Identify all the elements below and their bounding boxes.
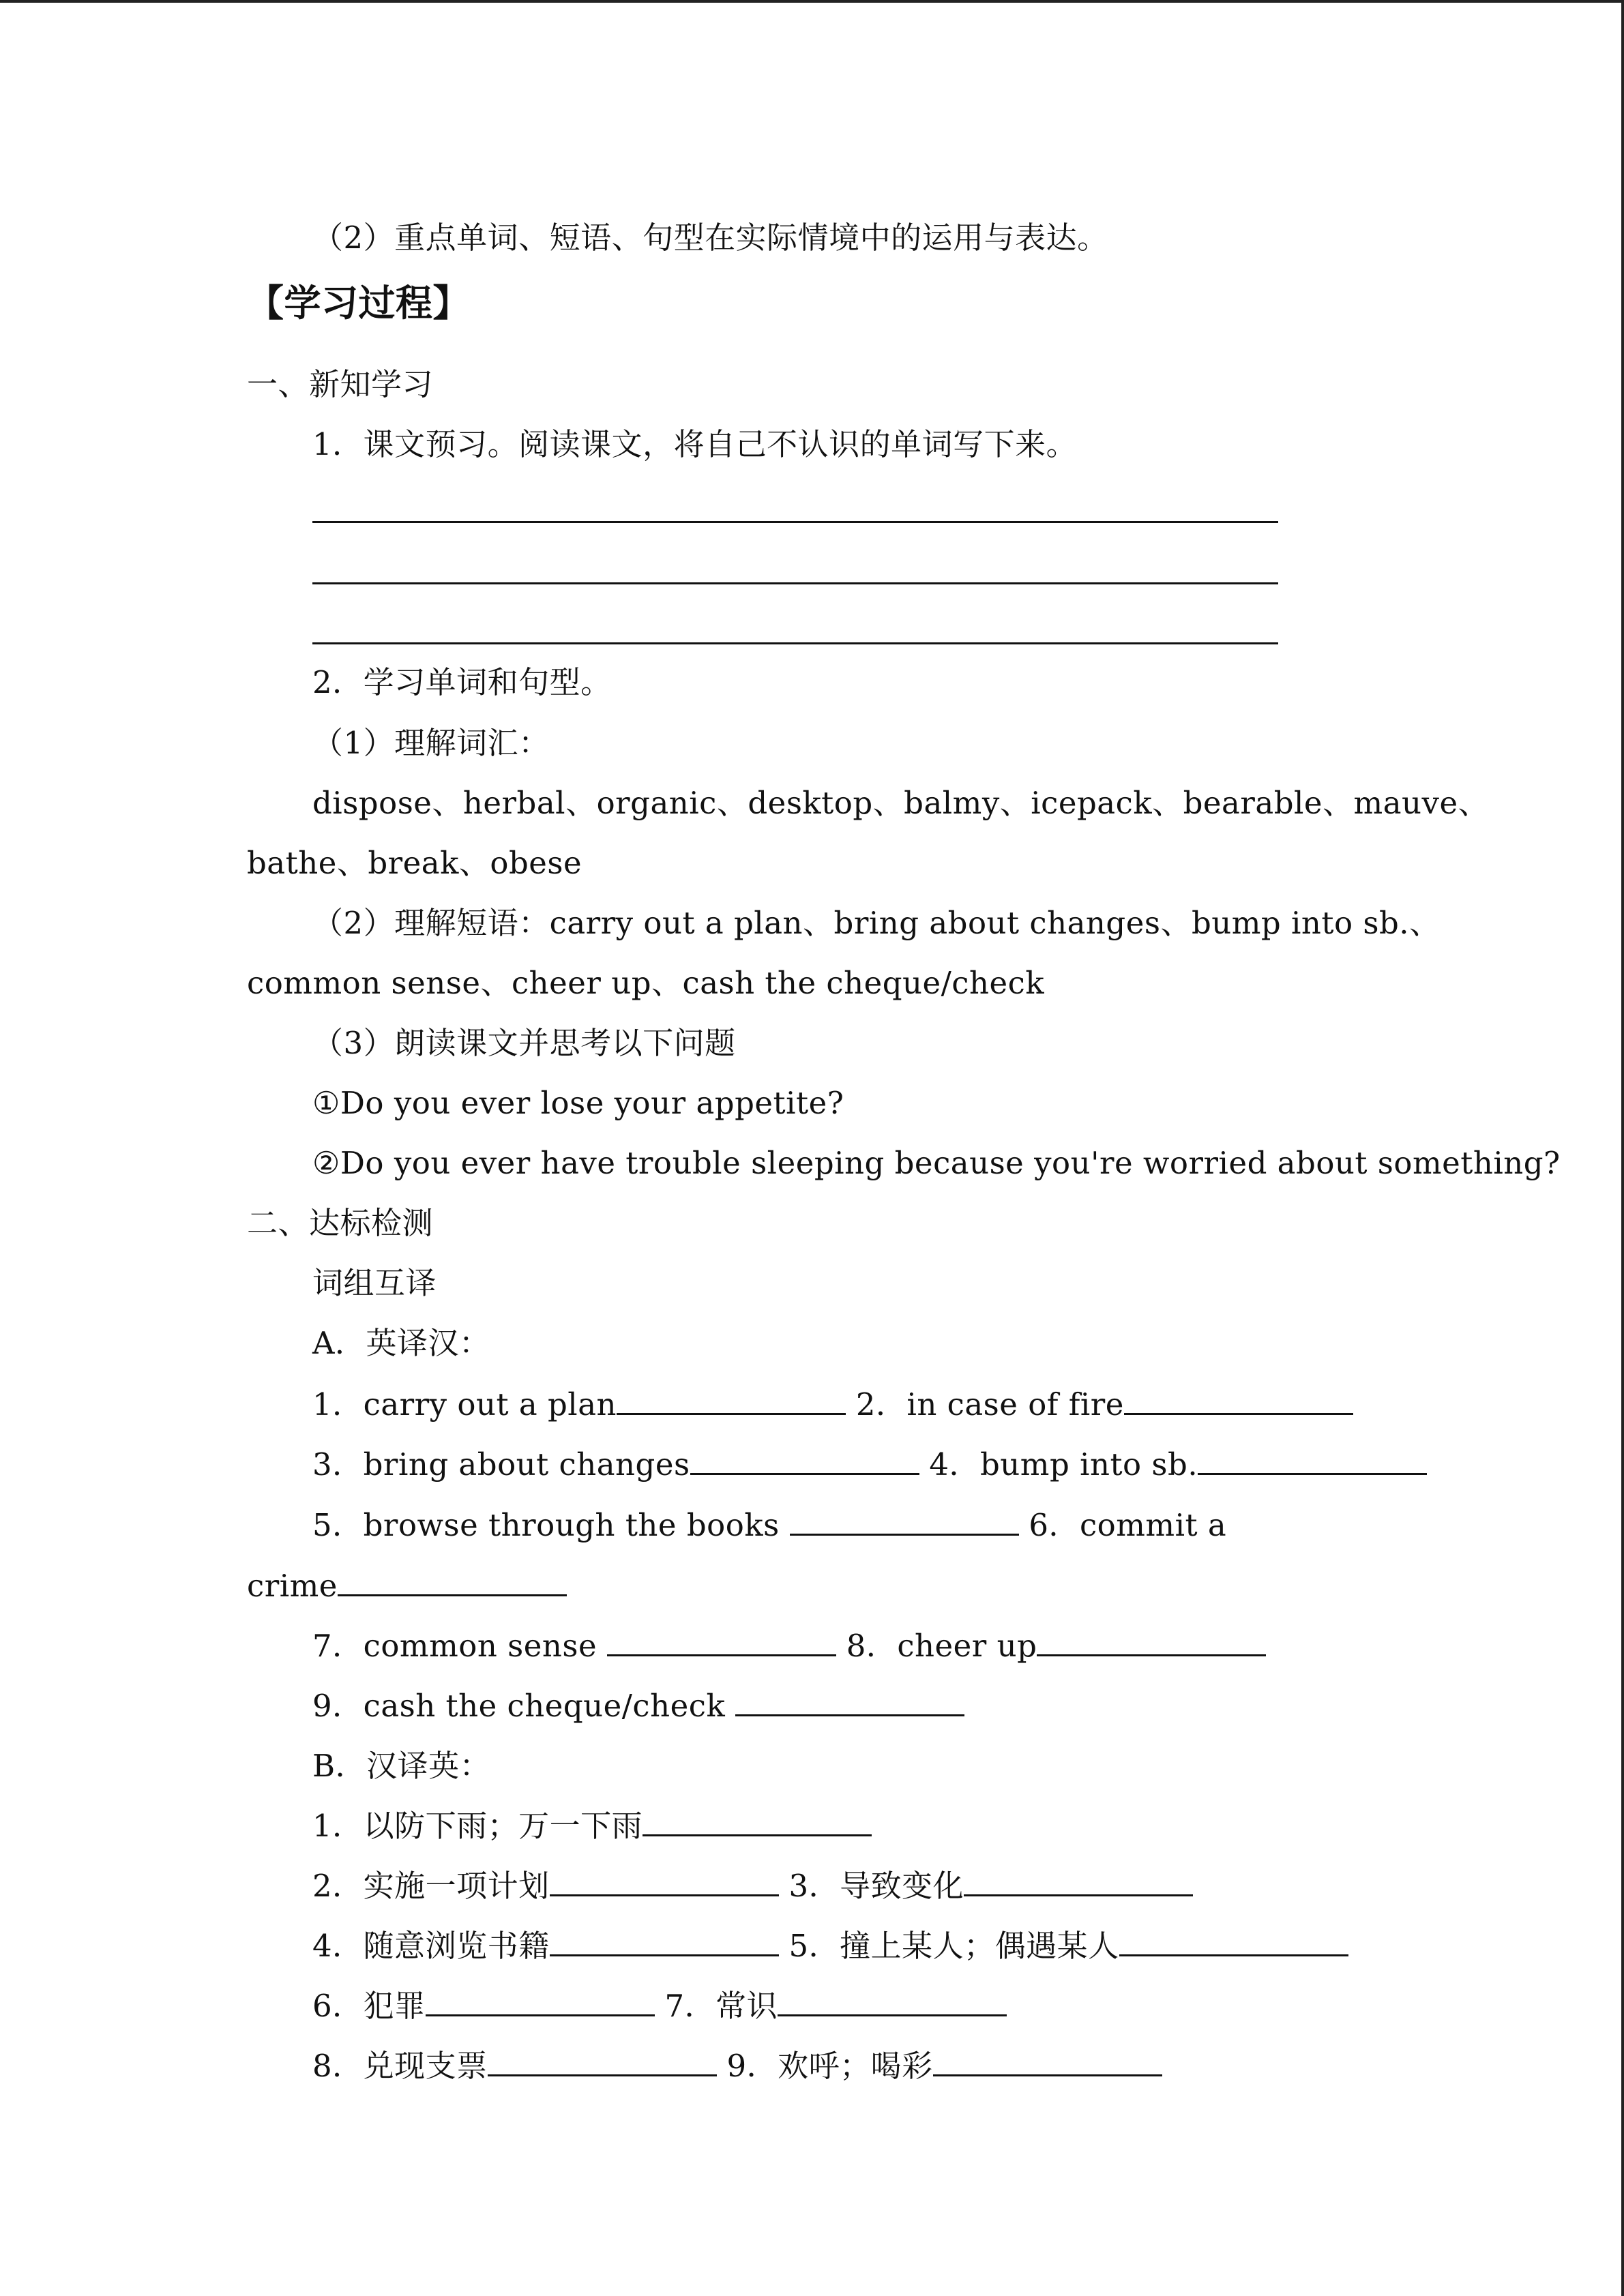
answer-blank[interactable]	[550, 1926, 779, 1956]
section-a-row-4	[312, 1626, 1266, 1667]
section-a-q8: 8．cheer up	[846, 1628, 1037, 1664]
answer-blank[interactable]	[488, 2046, 717, 2076]
section-b-q8: 8．兑现支票	[312, 2048, 488, 2084]
answer-blank[interactable]	[735, 1686, 964, 1716]
section-a-q7: 7．common sense	[312, 1628, 607, 1664]
section-b-q7: 7．常识	[664, 1988, 778, 2024]
answer-blank[interactable]	[1198, 1444, 1427, 1475]
section-a-q2: 2．in case of fire	[855, 1386, 1124, 1422]
section-b-q2: 2．实施一项计划	[312, 1868, 550, 1904]
section-a-row-2	[312, 1444, 1427, 1485]
section-b-q6: 6．犯罪	[312, 1988, 426, 2024]
answer-blank[interactable]	[964, 1866, 1193, 1896]
section-a-label: A．英译汉：	[312, 1325, 490, 1361]
answer-line-2[interactable]	[312, 582, 1278, 584]
objective-item-2: （2）重点单词、短语、句型在实际情境中的运用与表达。	[312, 220, 1108, 256]
section-a-row-1	[312, 1384, 1353, 1425]
section-heading-learning-process: 【学习过程】	[247, 281, 470, 325]
section-b-row-1	[312, 1806, 872, 1847]
section-a-row-5	[312, 1686, 964, 1727]
phrase-list-line2: common sense、cheer up、cash the cheque/check	[247, 965, 1045, 1001]
question-2: ②Do you ever have trouble sleeping because you're worried about something?	[312, 1145, 1561, 1181]
answer-blank[interactable]	[550, 1866, 779, 1896]
section-b-q1: 1．以防下雨；万一下雨	[312, 1808, 643, 1844]
answer-blank[interactable]	[1124, 1384, 1353, 1415]
section-a-q6-cont: crime	[247, 1568, 338, 1604]
section-b-label: B．汉译英：	[312, 1748, 491, 1784]
phrase-list-line1: （2）理解短语：carry out a plan、bring about changes、bump into sb.、	[312, 905, 1441, 941]
section-a-q5: 5．browse through the books	[312, 1507, 790, 1543]
section-b-row-2	[312, 1866, 1193, 1907]
step1-instruction: 1．课文预习。阅读课文，将自己不认识的单词写下来。	[312, 426, 1078, 462]
section-b-q3: 3．导致变化	[788, 1868, 964, 1904]
section-b-q5: 5．撞上某人；偶遇某人	[788, 1928, 1119, 1964]
reading-task-label: （3）朗读课文并思考以下问题	[312, 1025, 736, 1061]
answer-blank[interactable]	[690, 1444, 919, 1475]
answer-line-3[interactable]	[312, 642, 1278, 644]
section-a-q3: 3．bring about changes	[312, 1446, 690, 1482]
section-a-q4: 4．bump into sb.	[929, 1446, 1198, 1482]
section-b-q9: 9．欢呼；喝彩	[726, 2048, 933, 2084]
part2-title: 二、达标检测	[247, 1205, 434, 1241]
section-b-q4: 4．随意浏览书籍	[312, 1928, 550, 1964]
answer-blank[interactable]	[426, 1986, 655, 2016]
section-a-q6: 6．commit a	[1029, 1507, 1227, 1543]
section-a-q1: 1．carry out a plan	[312, 1386, 617, 1422]
answer-blank[interactable]	[933, 2046, 1162, 2076]
vocabulary-list-line1: dispose、herbal、organic、desktop、balmy、icepack、bearable、mauve、	[312, 785, 1490, 821]
section-b-row-4	[312, 1986, 1007, 2027]
answer-blank[interactable]	[617, 1384, 846, 1415]
answer-blank[interactable]	[778, 1986, 1007, 2016]
answer-blank[interactable]	[338, 1566, 567, 1596]
section-a-row-3-cont	[247, 1566, 567, 1607]
section-a-q9: 9．cash the cheque/check	[312, 1688, 736, 1724]
section-b-row-5	[312, 2046, 1162, 2087]
part2-subtitle: 词组互译	[312, 1265, 437, 1301]
answer-blank[interactable]	[643, 1806, 872, 1836]
answer-blank[interactable]	[790, 1505, 1019, 1536]
section-a-row-3	[312, 1505, 1226, 1546]
step2-instruction: 2．学习单词和句型。	[312, 664, 612, 700]
answer-blank[interactable]	[1037, 1626, 1266, 1656]
answer-blank[interactable]	[607, 1626, 836, 1656]
answer-blank[interactable]	[1119, 1926, 1348, 1956]
answer-line-1[interactable]	[312, 521, 1278, 523]
question-1: ①Do you ever lose your appetite?	[312, 1085, 844, 1121]
vocabulary-list-line2: bathe、break、obese	[247, 845, 582, 881]
part1-title: 一、新知学习	[247, 366, 434, 402]
vocabulary-label: （1）理解词汇：	[312, 725, 550, 761]
section-b-row-3	[312, 1926, 1348, 1967]
